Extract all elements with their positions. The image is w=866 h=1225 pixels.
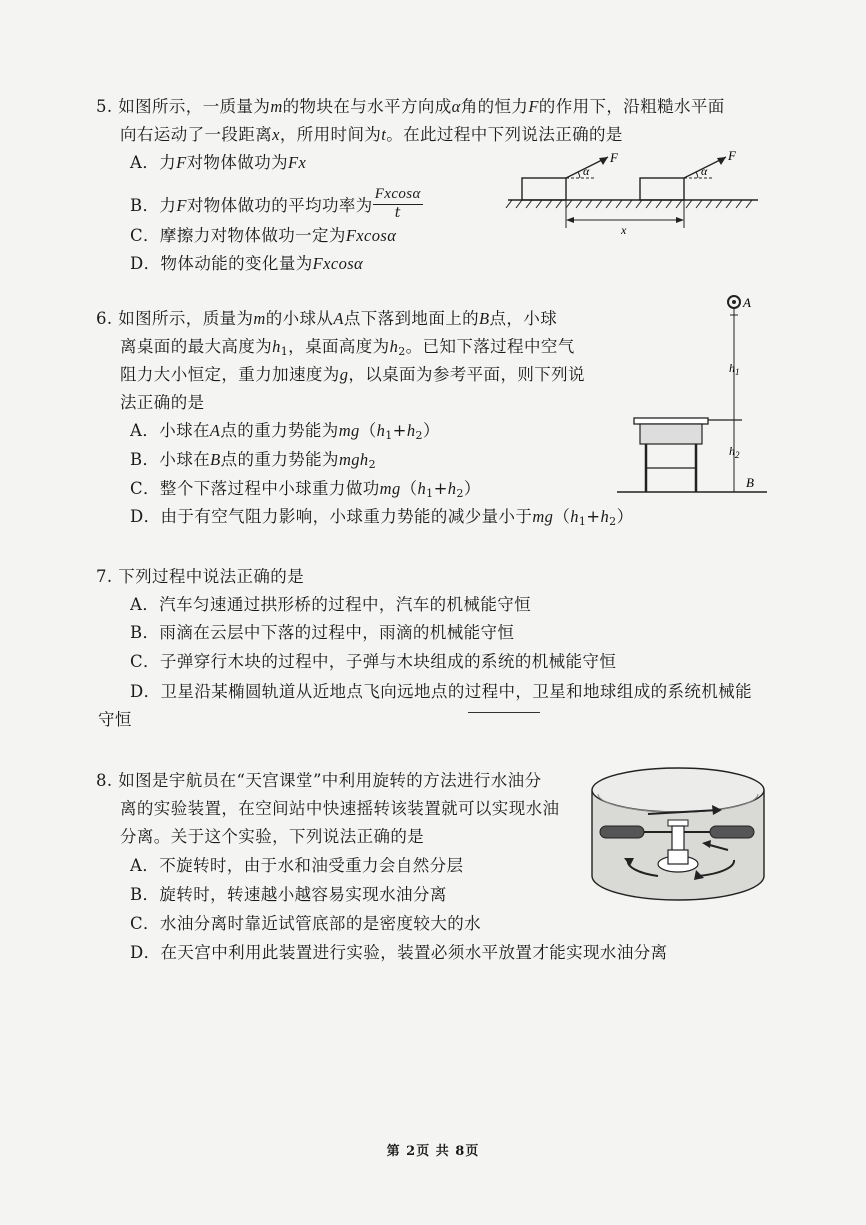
q6-var: mgh [338, 450, 369, 469]
q5-text: 的物块在与水平方向成 [282, 97, 452, 116]
q6-text: 。已知下落过程中空气 [405, 337, 575, 356]
q6-paren: ） [422, 421, 440, 440]
q5-option-c [130, 225, 396, 247]
q5-number: 5. [96, 97, 113, 116]
q6-var: h [570, 507, 579, 526]
q5-fig-label-F: F [610, 150, 618, 165]
q6-text: 点下落到地面上的 [343, 309, 480, 328]
q6-var: mg [532, 507, 554, 526]
q6-var: B [210, 450, 221, 469]
q5-opt-var: Fxcosα [345, 226, 397, 245]
q6-option-b [130, 449, 376, 471]
q6-var: h [389, 337, 399, 356]
q8-text: 如图是宇航员在“天宫课堂”中利用旋转的方法进行水油分 [118, 771, 542, 790]
q5-fig-label-F: F [728, 148, 736, 163]
q6-sub: 1 [385, 429, 393, 442]
q6-op: + [586, 507, 601, 526]
q5-var-t: t [381, 125, 387, 144]
q6-var: h [376, 421, 386, 440]
q6-var: B [479, 309, 490, 328]
q5-var-m: m [270, 97, 283, 116]
q6-var: g [339, 365, 349, 384]
q6-sub: 1 [426, 487, 434, 500]
q8-option-a: A．不旋转时，由于水和油受重力会自然分层 [130, 856, 464, 875]
q6-opt-text: A．小球在 [130, 421, 210, 440]
q7-option-d-line1: D．卫星沿某椭圆轨道从近地点飞向远地点的过程中，卫星和地球组成的系统机械能 [130, 682, 753, 701]
q5-text: ，所用时间为 [279, 125, 382, 144]
q6-stem-line4: 法正确的是 [120, 393, 205, 412]
q8-option-c: C．水油分离时靠近试管底部的是密度较大的水 [130, 914, 482, 933]
q8-stem-line2: 离的实验装置，在空间站中快速摇转该装置就可以实现水油 [120, 799, 560, 818]
q6-fig-label-h1: $h_1$ [729, 361, 740, 377]
q8-option-b: B．旋转时，转速越小越容易实现水油分离 [130, 885, 447, 904]
q7-stem [96, 566, 304, 588]
q7-option-b: B．雨滴在云层中下落的过程中，雨滴的机械能守恒 [130, 623, 515, 642]
q7-option-c: C．子弹穿行木块的过程中，子弹与木块组成的系统的机械能守恒 [130, 652, 617, 671]
q5-fig-label-alpha: α [701, 164, 708, 178]
q6-var: A [209, 421, 221, 440]
q7-text: 下列过程中说法正确的是 [118, 567, 305, 586]
q6-sub: 1 [280, 345, 289, 358]
q6-var: h [447, 479, 457, 498]
q6-opt-text: 点的重力势能为 [220, 421, 339, 440]
q5-fig-label-x: x [621, 223, 627, 237]
q6-op: + [433, 479, 448, 498]
q6-table-figure [612, 290, 772, 500]
q6-option-c [130, 478, 481, 500]
q5-var-F: F [528, 97, 539, 116]
q6-sub: 2 [398, 345, 406, 358]
q5-var-x: x [272, 125, 280, 144]
q5-block-end [640, 178, 684, 200]
q6-stem-line2 [120, 336, 575, 358]
q5-opt-var: Fx [288, 153, 307, 172]
q5-opt-text: C．摩擦力对物体做功一定为 [130, 226, 346, 245]
q5-option-a [130, 152, 306, 174]
q6-opt-text: D．由于有空气阻力影响，小球重力势能的减少量小于 [130, 507, 533, 526]
q5-opt-text: 对物体做功的平均功率为 [186, 196, 373, 215]
q8-option-d: D．在天宫中利用此装置进行实验，装置必须水平放置才能实现水油分离 [130, 943, 668, 962]
q6-sub: 2 [368, 458, 376, 471]
q7-option-a: A．汽车匀速通过拱形桥的过程中，汽车的机械能守恒 [130, 595, 532, 614]
q5-option-b [130, 188, 423, 225]
q5-text: 。在此过程中下列说法正确的是 [386, 125, 623, 144]
q6-paren: ） [616, 507, 634, 526]
q6-opt-text: 点的重力势能为 [220, 450, 339, 469]
q5-opt-text: D．物体动能的变化量为 [130, 254, 313, 273]
q7-option-d-line2: 守恒 [98, 710, 132, 729]
q5-text: 向右运动了一段距离 [120, 125, 273, 144]
q6-paren: （ [553, 507, 571, 526]
q5-opt-var: F [176, 153, 187, 172]
q5-text: 如图所示，一质量为 [118, 97, 271, 116]
q6-text: 的小球从 [265, 309, 334, 328]
q6-var: mg [338, 421, 360, 440]
q6-stem-line3 [120, 364, 585, 386]
q6-option-d [130, 506, 633, 528]
q5-opt-var: Fxcosα [312, 254, 364, 273]
page-footer: 第 2页 共 8页 [386, 1144, 480, 1159]
q6-text: 阻力大小恒定，重力加速度为 [120, 365, 340, 384]
q6-var: A [333, 309, 344, 328]
q6-fig-label-A: A [743, 295, 751, 310]
q6-text: 离桌面的最大高度为 [120, 337, 273, 356]
q5-fig-label-alpha: α [583, 164, 590, 178]
q5-opt-text: A．力 [130, 153, 177, 172]
q6-var: h [406, 421, 416, 440]
q8-stem-line3: 分离。关于这个实验，下列说法正确的是 [120, 827, 425, 846]
q6-paren: ） [463, 479, 481, 498]
q5-opt-text: B．力 [130, 196, 177, 215]
q6-fig-label-B: B [746, 475, 754, 490]
q7-number: 7. [96, 567, 113, 586]
q6-option-a [130, 420, 440, 442]
q5-var-alpha: α [451, 97, 461, 116]
q6-text: ，以桌面为参考平面，则下列说 [348, 365, 585, 384]
q5-text: 的作用下，沿粗糙水平面 [538, 97, 725, 116]
q5-opt-var: F [176, 196, 187, 215]
q6-paren: （ [400, 479, 418, 498]
q5-stem-line1 [96, 96, 725, 118]
q6-paren: （ [359, 421, 377, 440]
q5-fraction [373, 184, 423, 221]
q6-number: 6. [96, 309, 113, 328]
q6-sub: 2 [415, 429, 423, 442]
divider [468, 712, 540, 713]
q6-sub: 2 [609, 515, 617, 528]
q5-stem-line2 [120, 124, 623, 146]
q5-block-start [522, 178, 566, 200]
q6-opt-text: B．小球在 [130, 450, 211, 469]
q6-var: h [600, 507, 610, 526]
q6-fig-label-h2: $h_2$ [729, 444, 740, 460]
q5-block-figure [508, 148, 758, 238]
q5-text: 角的恒力 [460, 97, 529, 116]
q5-opt-text: 对物体做功为 [186, 153, 289, 172]
q6-var: m [253, 309, 266, 328]
q6-sub: 1 [578, 515, 587, 528]
q6-var: h [272, 337, 281, 356]
q8-number: 8. [96, 771, 113, 790]
q6-op: + [392, 421, 407, 440]
q6-stem-line1 [96, 308, 557, 330]
q5-frac-denominator: t [394, 205, 401, 221]
q6-opt-text: C．整个下落过程中小球重力做功 [130, 479, 380, 498]
q5-option-d [130, 253, 363, 275]
q6-text: ，桌面高度为 [288, 337, 390, 356]
q6-text: 如图所示，质量为 [118, 309, 254, 328]
q8-rotator-figure [588, 764, 768, 904]
q6-text: 点，小球 [489, 309, 558, 328]
q6-sub: 2 [456, 487, 464, 500]
q5-frac-numerator: Fxcosα [373, 184, 423, 205]
q6-var: mg [379, 479, 401, 498]
q6-var: h [417, 479, 427, 498]
q8-stem-line1 [96, 770, 541, 792]
